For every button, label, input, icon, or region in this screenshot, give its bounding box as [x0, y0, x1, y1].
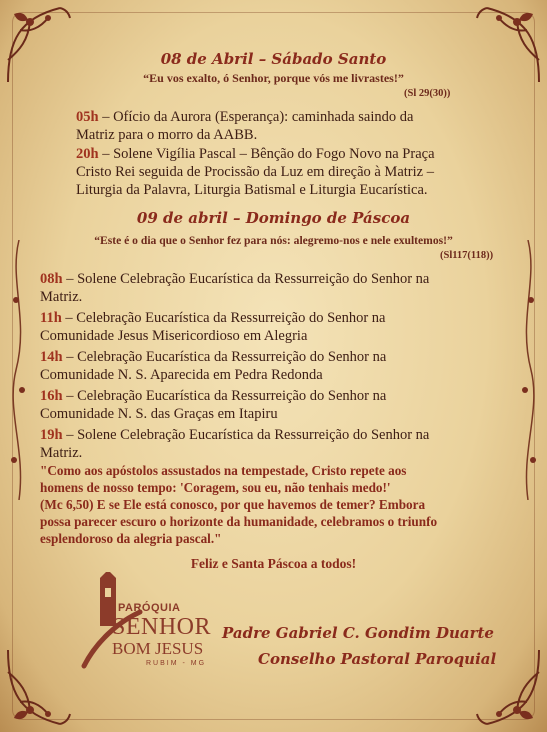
floral-corner-ornament [0, 642, 90, 732]
closing-line: (Mc 6,50) E se Ele está conosco, por que havemos de temer? Embora [40, 497, 426, 512]
event-time: 08h [40, 271, 63, 287]
event-time: 14h [40, 349, 63, 365]
sunday-event-11h: 11h – Celebração Eucarística da Ressurreição do Senhor na Comunidade Jesus Misericordioso em Alegria [40, 309, 508, 345]
event-time: 16h [40, 388, 63, 404]
event-text: Celebração Eucarística da Ressurreição do Senhor na [76, 310, 386, 326]
event-text: Ofício da Aurora (Esperança): caminhada saindo da [113, 109, 414, 125]
vine-ornament [513, 240, 543, 500]
event-text: Matriz para o morro da AABB. [76, 127, 258, 143]
saturday-event-05h: 05h – Ofício da Aurora (Esperança): caminhada saindo da Matriz para o morro da AABB. [76, 109, 414, 143]
event-text: Solene Celebração Eucarística da Ressurreição do Senhor na [77, 271, 430, 287]
sunday-title: 09 de abril – Domingo de Páscoa [136, 209, 411, 227]
event-time: 05h [76, 109, 99, 125]
sunday-reference: (Sl117(118)) [440, 250, 494, 261]
logo-bom-jesus: BOM JESUS [112, 639, 204, 658]
event-text: Comunidade Jesus Misericordioso em Alegria [40, 328, 308, 344]
logo-senhor: SENHOR [112, 614, 212, 640]
logo-location: RUBIM - MG [146, 660, 207, 667]
vine-ornament [4, 240, 34, 500]
event-text: Solene Vigília Pascal – Bênção do Fogo Novo na Praça [113, 146, 435, 162]
event-text: Celebração Eucarística da Ressurreição do Senhor na [77, 388, 387, 404]
event-time: 20h [76, 146, 99, 162]
closing-line: "Como aos apóstolos assustados na tempestade, Cristo repete aos [40, 463, 407, 478]
event-time: 19h [40, 427, 63, 443]
event-text: Matriz. [40, 445, 83, 461]
saturday-event-20h: 20h – Solene Vigília Pascal – Bênção do Fogo Novo na Praça Cristo Rei seguida de Procissão da Luz em direção à Matriz – Liturgia da Palavra, Liturgia Batismal e Liturgia Eucarística. [76, 146, 435, 198]
sunday-event-16h: 16h – Celebração Eucarística da Ressurreição do Senhor na Comunidade N. S. das Graças em Itapiru [40, 387, 508, 423]
event-text: Cristo Rei seguida de Procissão da Luz em direção à Matriz – [76, 164, 434, 180]
closing-line: possa parecer escuro o horizonte da humanidade, celebramos o triunfo [40, 514, 438, 529]
sunday-event-08h: 08h – Solene Celebração Eucarística da Ressurreição do Senhor na Matriz. [40, 270, 508, 306]
sunday-quote: “Este é o dia que o Senhor fez para nós: alegremo-nos e nele exultemos!” [94, 234, 453, 247]
sunday-event-14h: 14h – Celebração Eucarística da Ressurreição do Senhor na Comunidade N. S. Aparecida em Pedra Redonda [40, 348, 508, 384]
event-text: Celebração Eucarística da Ressurreição do Senhor na [77, 349, 387, 365]
sunday-schedule [40, 270, 508, 462]
sunday-event-19h: 19h – Solene Celebração Eucarística da Ressurreição do Senhor na Matriz. [40, 426, 508, 462]
easter-greeting: Feliz e Santa Páscoa a todos! [190, 556, 357, 571]
closing-line: esplendoroso da alegria pascal." [40, 531, 222, 546]
closing-message [40, 462, 508, 547]
signature-council: Conselho Pastoral Paroquial [258, 650, 497, 668]
signature-priest: Padre Gabriel C. Gondim Duarte [222, 624, 494, 642]
saturday-title: 08 de Abril – Sábado Santo [160, 50, 387, 68]
event-text: Solene Celebração Eucarística da Ressurreição do Senhor na [77, 427, 430, 443]
saturday-reference: (Sl 29(30)) [404, 88, 451, 99]
event-text: Liturgia da Palavra, Liturgia Batismal e Liturgia Eucarística. [76, 182, 428, 198]
event-text: Matriz. [40, 289, 83, 305]
event-text: Comunidade N. S. das Graças em Itapiru [40, 406, 278, 422]
event-time: 11h [40, 310, 62, 326]
saturday-quote: “Eu vos exalto, ó Senhor, porque vós me livrastes!” [143, 71, 404, 85]
event-text: Comunidade N. S. Aparecida em Pedra Redonda [40, 367, 323, 383]
closing-line: homens de nosso tempo: 'Coragem, sou eu, não tenhais medo!' [40, 480, 391, 495]
logo-paroquia: PARÓQUIA [118, 602, 181, 614]
